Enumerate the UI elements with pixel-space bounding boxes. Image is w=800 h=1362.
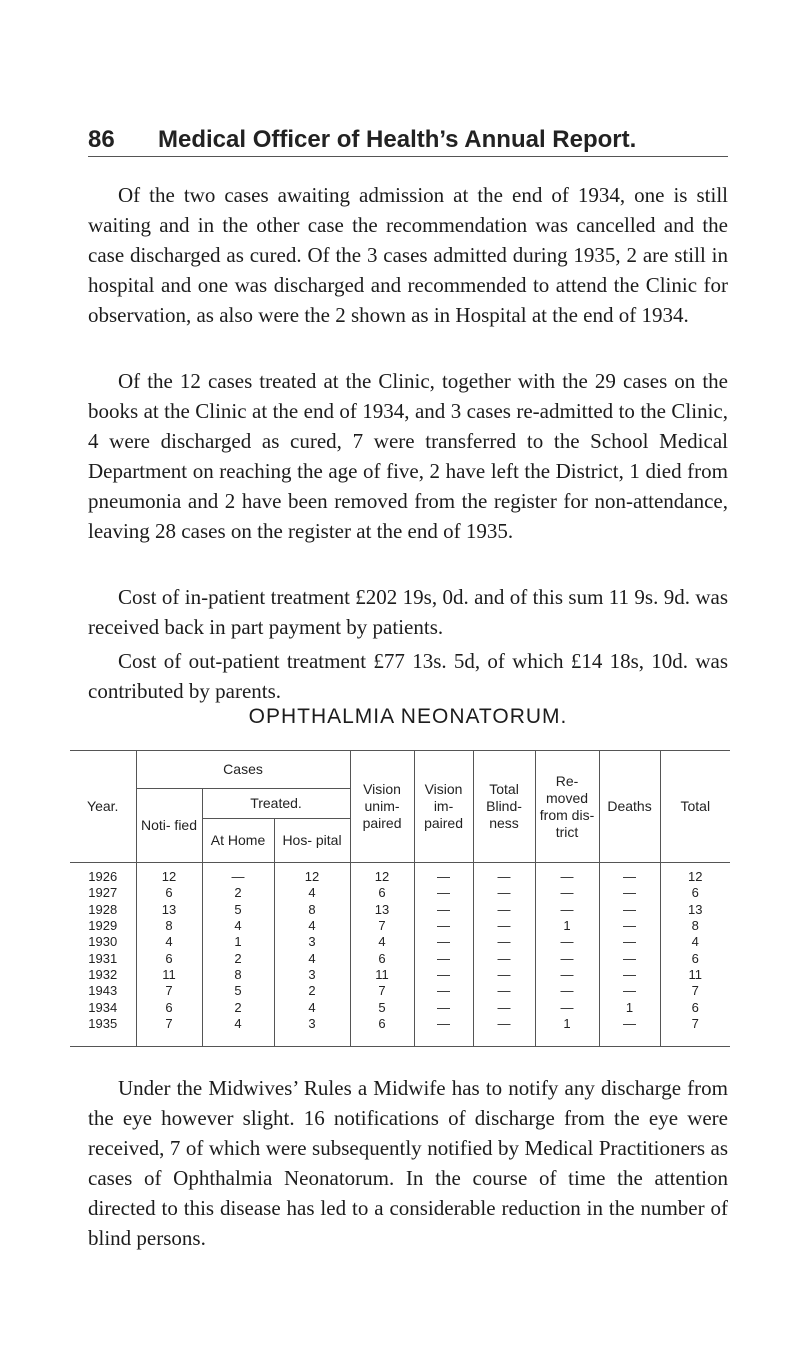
paragraph-3: Cost of in-patient treatment £202 19s, 0d. and of this sum 11 9s. 9d. was received back in part payment by patients. [88,585,728,639]
total-cell: 4 [660,934,730,950]
year-cell: 1935 [88,1015,118,1031]
total-blindness-cell: — [473,999,535,1015]
hospital-cell: 3 [274,967,350,983]
total-blindness-cell: — [473,934,535,950]
col-header-treated: Treated. [202,789,350,819]
at-home-cell: — [202,863,274,886]
vision-unimpaired-cell: 4 [350,934,414,950]
vision-unimpaired-cell: 6 [350,950,414,966]
col-header-at-home: At Home [202,819,274,863]
notified-cell: 8 [136,918,202,934]
table-body [70,863,730,1047]
report-title: Medical Officer of Health’s Annual Report. [158,126,637,153]
vision-unimpaired-cell: 7 [350,983,414,999]
at-home-cell: 4 [202,1016,274,1047]
notified-cell: 4 [136,934,202,950]
total-cell: 8 [660,918,730,934]
hospital-cell: 3 [274,1016,350,1047]
total-blindness-cell: — [473,918,535,934]
deaths-cell: — [599,902,660,918]
total-cell: 6 [660,950,730,966]
hospital-cell: 2 [274,983,350,999]
ophthalmia-table [70,750,730,1047]
table-row [70,967,730,983]
vision-unimpaired-cell: 12 [350,863,414,886]
deaths-cell: — [599,934,660,950]
vision-unimpaired-cell: 5 [350,999,414,1015]
deaths-cell: — [599,863,660,886]
notified-cell: 12 [136,863,202,886]
vision-unimpaired-cell: 6 [350,885,414,901]
vision-impaired-cell: — [414,950,473,966]
removed-cell: 1 [535,918,599,934]
table-row [70,1016,730,1047]
total-blindness-cell: — [473,863,535,886]
paragraph-4: Cost of out-patient treatment £77 13s. 5d, of which £14 18s, 10d. was contributed by parents. [88,649,728,703]
notified-cell: 13 [136,902,202,918]
at-home-cell: 5 [202,983,274,999]
notified-cell: 11 [136,967,202,983]
table-row [70,902,730,918]
vision-unimpaired-cell: 13 [350,902,414,918]
header-rule [88,156,728,157]
removed-cell: — [535,983,599,999]
hospital-cell: 12 [274,863,350,886]
vision-impaired-cell: — [414,934,473,950]
total-cell: 7 [660,1016,730,1047]
total-blindness-cell: — [473,885,535,901]
year-cell: 1930 [88,934,118,950]
table-row [70,950,730,966]
removed-cell: — [535,999,599,1015]
total-blindness-cell: — [473,967,535,983]
at-home-cell: 1 [202,934,274,950]
paragraph-1: Of the two cases awaiting admission at the end of 1934, one is still waiting and in the other case the recommendation was cancelled and the case discharged as cured. Of the 3 cases admitted during 1935, 2 are still in hospital and one was discharged and recommended to attend the Clinic for observation, as also were the 2 shown as in Hospital at the end of 1934. [88,183,728,327]
removed-cell: — [535,934,599,950]
deaths-cell: — [599,885,660,901]
notified-cell: 6 [136,885,202,901]
vision-impaired-cell: — [414,983,473,999]
notified-cell: 7 [136,983,202,999]
removed-cell: — [535,902,599,918]
removed-cell: — [535,950,599,966]
table-row [70,983,730,999]
year-cell: 1934 [88,999,118,1015]
year-cell: 1932 [88,966,118,982]
total-cell: 6 [660,885,730,901]
removed-cell: — [535,967,599,983]
removed-cell: — [535,885,599,901]
vision-impaired-cell: — [414,885,473,901]
deaths-cell: — [599,1016,660,1047]
col-header-total: Total [660,751,730,863]
paragraph-2: Of the 12 cases treated at the Clinic, together with the 29 cases on the books at the Clinic at the end of 1934, and 3 cases re-admitted to the Clinic, 4 were discharged as cured, 7 were transferred to the School Medical Department on reaching the age of five, 2 have left the District, 1 died from pneumonia and 2 have been removed from the register for non-attendance, leaving 28 cases on the register at the end of 1935. [88,369,728,543]
at-home-cell: 2 [202,885,274,901]
table-row [70,934,730,950]
year-cell: 1929 [88,918,118,934]
total-blindness-cell: — [473,983,535,999]
closing-paragraph: Under the Midwives’ Rules a Midwife has to notify any discharge from the eye however slight. 16 notifications of discharge from the eye were received, 7 of which were subsequently notified by Medical Practitioners as cases of Ophthalmia Neonatorum. In the course of time the attention directed to this disease has led to a considerable reduction in the number of blind persons. [88,1076,728,1250]
vision-impaired-cell: — [414,1016,473,1047]
at-home-cell: 2 [202,999,274,1015]
col-header-vision-impaired: Vision im- paired [414,751,473,863]
vision-impaired-cell: — [414,999,473,1015]
vision-unimpaired-cell: 6 [350,1016,414,1047]
vision-impaired-cell: — [414,863,473,886]
at-home-cell: 4 [202,918,274,934]
notified-cell: 7 [136,1016,202,1047]
table-title: OPHTHALMIA NEONATORUM. [248,705,568,728]
total-cell: 13 [660,902,730,918]
year-cell: 1927 [88,885,118,901]
total-blindness-cell: — [473,1016,535,1047]
col-header-hospital: Hos- pital [274,819,350,863]
table-row [70,863,730,886]
page-number: 86 [88,126,115,153]
at-home-cell: 2 [202,950,274,966]
at-home-cell: 8 [202,967,274,983]
total-cell: 6 [660,999,730,1015]
year-cell: 1931 [88,950,118,966]
col-header-year: Year. [70,751,136,863]
vision-impaired-cell: — [414,918,473,934]
col-header-deaths: Deaths [599,751,660,863]
total-blindness-cell: — [473,950,535,966]
table-row [70,999,730,1015]
notified-cell: 6 [136,950,202,966]
page-header [88,126,728,154]
table-row [70,885,730,901]
hospital-cell: 3 [274,934,350,950]
total-cell: 11 [660,967,730,983]
at-home-cell: 5 [202,902,274,918]
removed-cell: 1 [535,1016,599,1047]
notified-cell: 6 [136,999,202,1015]
vision-unimpaired-cell: 7 [350,918,414,934]
year-cell: 1926 [88,869,118,885]
total-cell: 7 [660,983,730,999]
col-header-notified: Noti- fied [136,789,202,863]
deaths-cell: 1 [599,999,660,1015]
total-cell: 12 [660,863,730,886]
col-header-cases: Cases [136,751,350,789]
deaths-cell: — [599,950,660,966]
year-cell: 1928 [88,901,118,917]
table-row [70,918,730,934]
hospital-cell: 8 [274,902,350,918]
hospital-cell: 4 [274,999,350,1015]
vision-impaired-cell: — [414,967,473,983]
hospital-cell: 4 [274,950,350,966]
deaths-cell: — [599,983,660,999]
vision-unimpaired-cell: 11 [350,967,414,983]
col-header-vision-unimpaired: Vision unim- paired [350,751,414,863]
hospital-cell: 4 [274,918,350,934]
vision-impaired-cell: — [414,902,473,918]
deaths-cell: — [599,918,660,934]
removed-cell: — [535,863,599,886]
deaths-cell: — [599,967,660,983]
hospital-cell: 4 [274,885,350,901]
col-header-removed: Re- moved from dis- trict [535,751,599,863]
total-blindness-cell: — [473,902,535,918]
year-cell: 1943 [88,983,118,999]
col-header-total-blindness: Total Blind- ness [473,751,535,863]
